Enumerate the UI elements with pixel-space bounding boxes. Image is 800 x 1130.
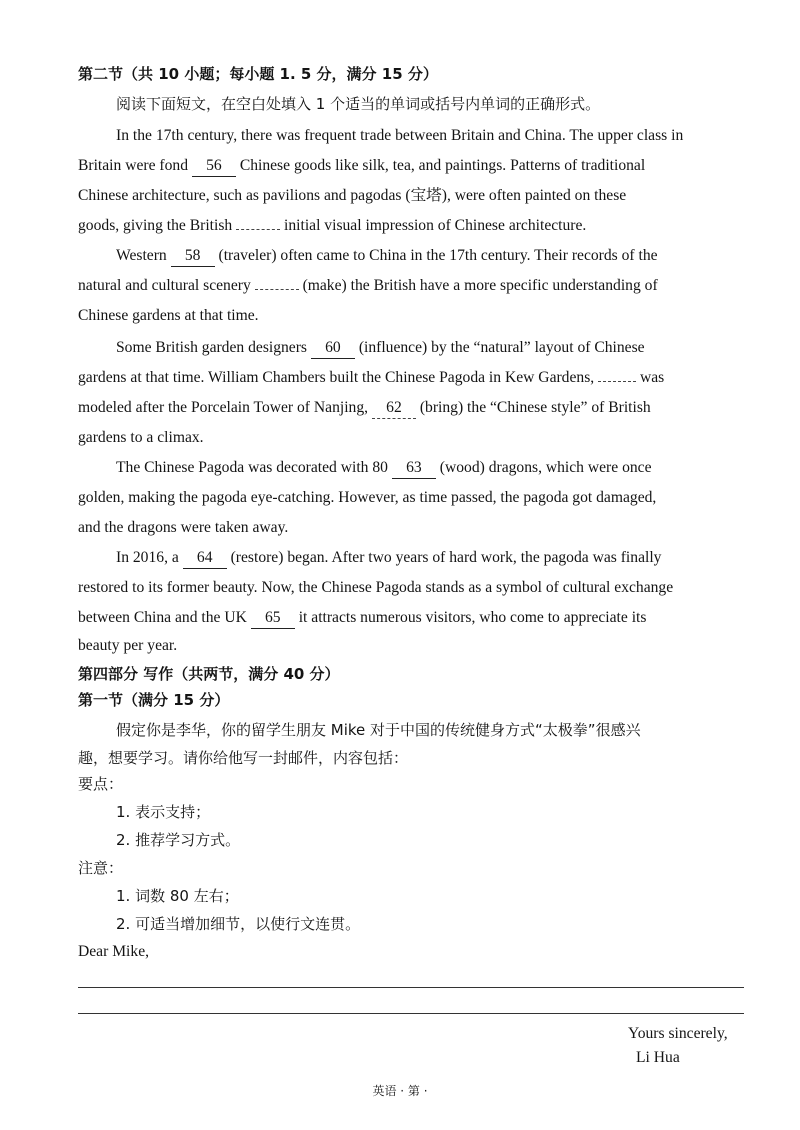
section2-instruction: 阅读下面短文，在空白处填入 1 个适当的单词或括号内单词的正确形式。 <box>116 95 601 113</box>
letter-greeting: Dear Mike, <box>78 943 150 960</box>
blank-63[interactable]: 63 <box>392 458 436 479</box>
text: Britain were fond <box>78 157 188 174</box>
passage-line <box>78 398 764 419</box>
note-item: 2. 可适当增加细节，以使行文连贯。 <box>116 915 361 933</box>
passage-line <box>78 216 764 236</box>
blank-62[interactable]: 62 <box>372 398 416 419</box>
text: The Chinese Pagoda was decorated with 80 <box>116 459 388 476</box>
passage-line <box>78 608 764 629</box>
text: gardens at that time. William Chambers built the Chinese Pagoda in Kew Gardens, <box>78 369 595 386</box>
text: natural and cultural scenery <box>78 277 251 294</box>
text: Chinese goods like silk, tea, and paintings. Patterns of traditional <box>239 157 646 174</box>
page-footer: 英语 · 第 · <box>372 1084 428 1098</box>
text: modeled after the Porcelain Tower of Nanjing, <box>78 399 369 416</box>
text: Some British garden designers <box>116 339 307 356</box>
letter-closing: Yours sincerely, <box>628 1025 728 1042</box>
passage-line <box>116 338 764 359</box>
writing-sec1-heading: 第一节（满分 15 分） <box>78 691 230 709</box>
text: (make) the British have a more specific understanding of <box>302 277 658 294</box>
letter-signature: Li Hua <box>636 1049 680 1066</box>
section2-heading: 第二节（共 10 小题；每小题 1. 5 分，满分 15 分） <box>78 65 438 83</box>
passage-line: gardens to a climax. <box>78 429 204 446</box>
text: (restore) began. After two years of hard work, the pagoda was finally <box>230 549 662 566</box>
writing-prompt: 假定你是李华，你的留学生朋友 Mike 对于中国的传统健身方式“太极拳”很感兴 <box>116 721 641 739</box>
blank-65[interactable]: 65 <box>251 608 295 629</box>
text: Western <box>116 247 167 264</box>
writing-line[interactable] <box>78 987 744 988</box>
text: (traveler) often came to China in the 17th century. Their records of the <box>218 247 658 264</box>
passage-line: restored to its former beauty. Now, the Chinese Pagoda stands as a symbol of cultural exchange <box>78 579 674 596</box>
writing-line[interactable] <box>78 1013 744 1014</box>
points-label: 要点： <box>78 775 124 793</box>
note-item: 1. 词数 80 左右； <box>116 887 239 905</box>
notes-label: 注意： <box>78 859 124 877</box>
text: between China and the UK <box>78 609 247 626</box>
passage-line <box>116 246 764 267</box>
blank-61[interactable] <box>598 381 636 382</box>
point-item: 1. 表示支持； <box>116 803 211 821</box>
passage-line: beauty per year. <box>78 637 178 654</box>
text: was <box>639 369 665 386</box>
passage-line <box>116 548 764 569</box>
writing-prompt: 趣，想要学习。请你给他写一封邮件，内容包括： <box>78 749 409 767</box>
passage-line <box>78 276 764 296</box>
blank-60[interactable]: 60 <box>311 338 355 359</box>
blank-64[interactable]: 64 <box>183 548 227 569</box>
passage-line <box>78 156 764 177</box>
text: (influence) by the “natural” layout of Chinese <box>358 339 645 356</box>
blank-57[interactable] <box>236 229 280 230</box>
part4-heading: 第四部分 写作（共两节，满分 40 分） <box>78 665 340 683</box>
passage-line: golden, making the pagoda eye-catching. However, as time passed, the pagoda got damaged, <box>78 489 657 506</box>
blank-56[interactable]: 56 <box>192 156 236 177</box>
text: In 2016, a <box>116 549 179 566</box>
text: initial visual impression of Chinese architecture. <box>284 217 587 234</box>
passage-line <box>116 458 764 479</box>
passage-line: Chinese architecture, such as pavilions and pagodas (宝塔), were often painted on these <box>78 187 627 204</box>
blank-59[interactable] <box>255 289 299 290</box>
text: (wood) dragons, which were once <box>439 459 652 476</box>
text: goods, giving the British <box>78 217 233 234</box>
text: (bring) the “Chinese style” of British <box>419 399 651 416</box>
passage-line: and the dragons were taken away. <box>78 519 289 536</box>
point-item: 2. 推荐学习方式。 <box>116 831 241 849</box>
passage-line: Chinese gardens at that time. <box>78 307 259 324</box>
blank-58[interactable]: 58 <box>171 246 215 267</box>
passage-line <box>78 368 764 388</box>
text: it attracts numerous visitors, who come to appreciate its <box>298 609 647 626</box>
passage-line: In the 17th century, there was frequent trade between Britain and China. The upper class in <box>116 127 684 144</box>
